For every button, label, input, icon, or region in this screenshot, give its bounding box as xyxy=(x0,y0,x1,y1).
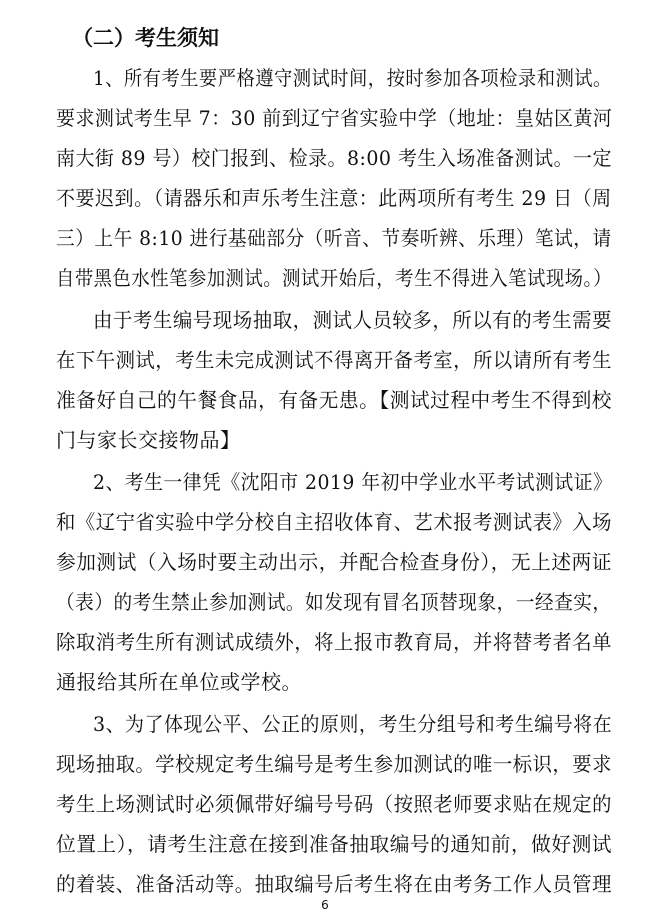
paragraph-line: （表）的考生禁止参加测试。如发现有冒名顶替现象，一经查实， xyxy=(56,590,612,614)
paragraph-line: 除取消考生所有测试成绩外，将上报市教育局，并将替考者名单 xyxy=(56,630,612,654)
paragraph-line: 不要迟到。（请器乐和声乐考生注意：此两项所有考生 29 日（周 xyxy=(56,186,612,210)
paragraph-line: 参加测试（入场时要主动出示，并配合检查身份），无上述两证 xyxy=(56,550,612,574)
paragraph-line: 现场抽取。学校规定考生编号是考生参加测试的唯一标识，要求 xyxy=(56,752,612,776)
paragraph-line: 准备好自己的午餐食品，有备无患。【测试过程中考生不得到校 xyxy=(56,388,612,412)
paragraph-line: 考生上场测试时必须佩带好编号号码（按照老师要求贴在规定的 xyxy=(56,792,612,816)
paragraph-line: 和《辽宁省实验中学分校自主招收体育、艺术报考测试表》入场 xyxy=(56,510,612,534)
paragraph-line: 在下午测试，考生未完成测试不得离开备考室，所以请所有考生 xyxy=(56,348,612,372)
paragraph-line: 1、所有考生要严格遵守测试时间，按时参加各项检录和测试。 xyxy=(93,66,612,90)
paragraph-line: 的着装、准备活动等。抽取编号后考生将在由考务工作人员管理 xyxy=(56,872,612,896)
paragraph-line: 南大街 89 号）校门报到、检录。8:00 考生入场准备测试。一定 xyxy=(56,146,612,170)
paragraph-line: 位置上），请考生注意在接到准备抽取编号的通知前，做好测试 xyxy=(56,832,612,856)
section-heading: （二）考生须知 xyxy=(72,26,219,50)
paragraph-line: 2、考生一律凭《沈阳市 2019 年初中学业水平考试测试证》 xyxy=(93,470,613,494)
page-number: 6 xyxy=(321,898,329,912)
paragraph-line: 自带黑色水性笔参加测试。测试开始后，考生不得进入笔试现场。） xyxy=(56,266,612,290)
paragraph-line: 门与家长交接物品】 xyxy=(56,428,241,452)
paragraph-line: 3、为了体现公平、公正的原则，考生分组号和考生编号将在 xyxy=(93,712,613,736)
paragraph-line: 三）上午 8:10 进行基础部分（听音、节奏听辨、乐理）笔试，请 xyxy=(56,226,612,250)
paragraph-line: 由于考生编号现场抽取，测试人员较多，所以有的考生需要 xyxy=(93,308,612,332)
paragraph-line: 通报给其所在单位或学校。 xyxy=(56,670,302,694)
paragraph-line: 要求测试考生早 7：30 前到辽宁省实验中学（地址：皇姑区黄河 xyxy=(56,106,613,130)
